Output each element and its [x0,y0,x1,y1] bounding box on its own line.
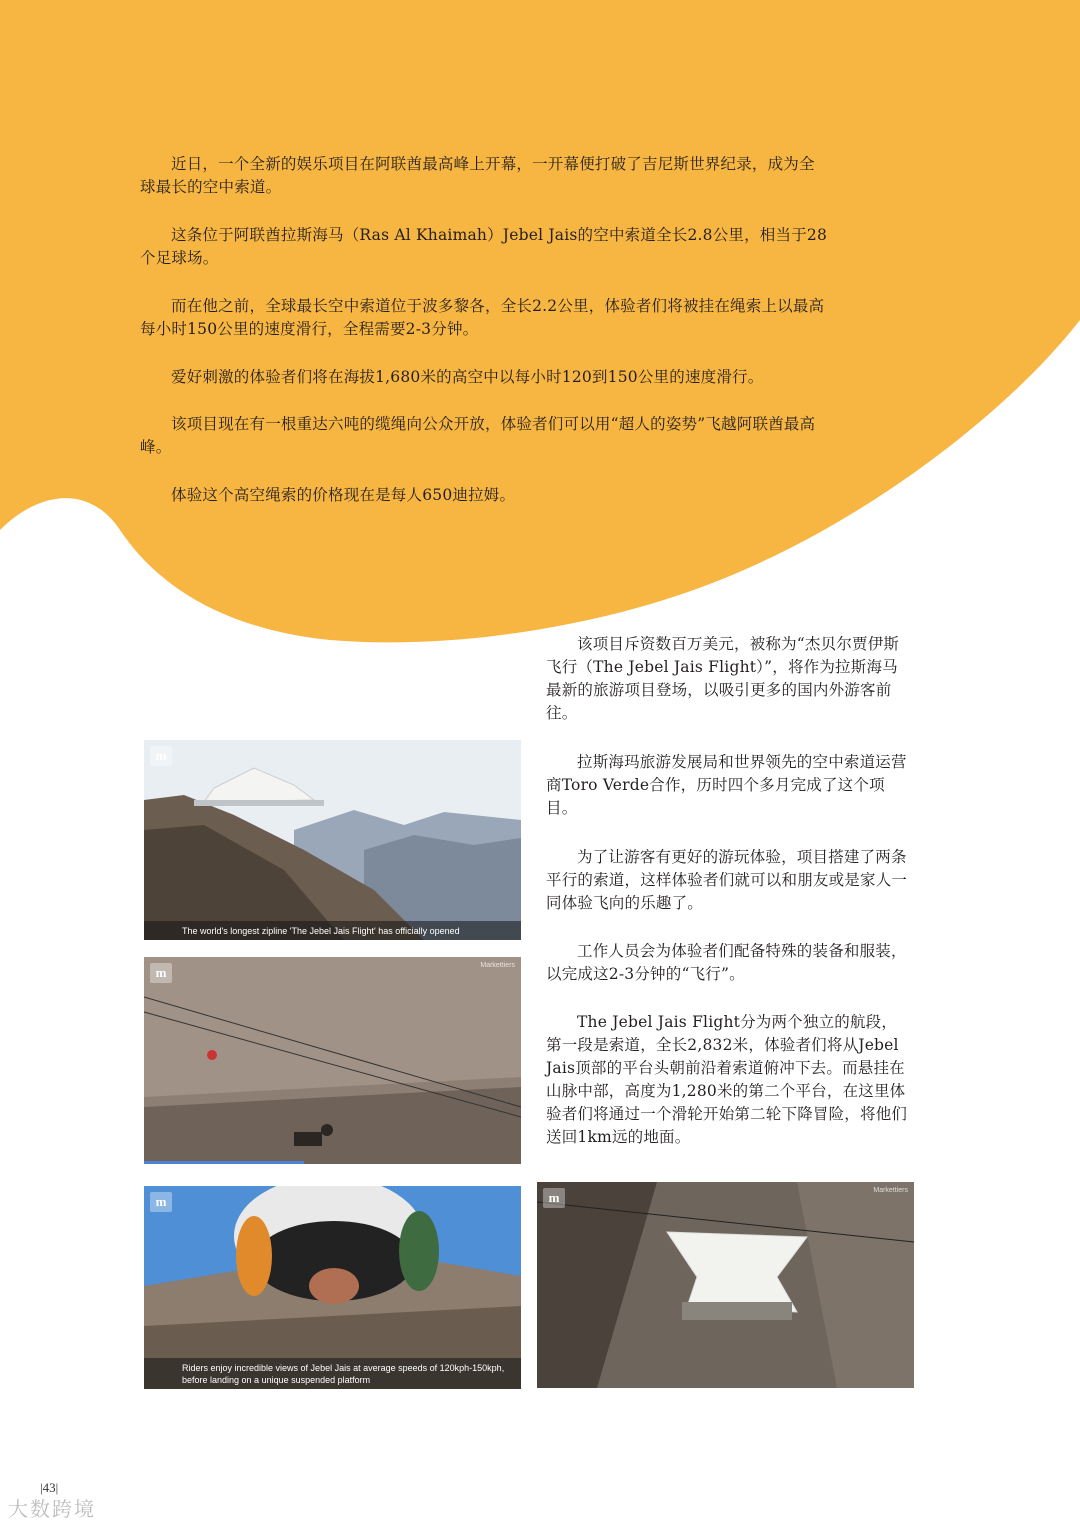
detail-paragraph-2: 拉斯海玛旅游发展局和世界领先的空中索道运营商Toro Verde合作，历时四个多月完成了这个项目。 [546,753,907,817]
intro-paragraph-4: 爱好刺激的体验者们将在海拔1,680米的高空中以每小时120到150公里的速度滑行。 [171,368,764,386]
dailymail-logo: m [543,1188,565,1208]
detail-paragraph-4: 工作人员会为体验者们配备特殊的装备和服装，以完成这2-3分钟的“飞行”。 [546,942,907,983]
photo-credit: Markettiers [873,1187,908,1194]
detail-paragraph-1: 该项目斥资数百万美元，被称为“杰贝尔贾伊斯飞行（The Jebel Jais Flight）”，将作为拉斯海马最新的旅游项目登场，以吸引更多的国内外游客前往。 [546,635,900,722]
photo-credit: Markettiers [480,962,515,969]
intro-paragraph-3: 而在他之前，全球最长空中索道位于波多黎各，全长2.2公里，体验者们将被挂在绳索上以最高每小时150公里的速度滑行，全程需要2-3分钟。 [140,297,825,338]
dailymail-logo: m [150,746,172,766]
photo-aerial-platform [537,1182,914,1388]
intro-paragraph-6: 体验这个高空绳索的价格现在是每人650迪拉姆。 [171,486,516,504]
page-number: |43| [40,1480,59,1495]
photo-caption: Riders enjoy incredible views of Jebel Jais at average speeds of 120kph-150kph, before landing on a unique suspended platform [144,1358,521,1389]
dailymail-logo: m [150,963,172,983]
watermark-logo: 大数跨境 [8,1497,96,1521]
detail-paragraph-5: The Jebel Jais Flight分为两个独立的航段，第一段是索道，全长2,832米，体验者们将从Jebel Jais顶部的平台头朝前沿着索道俯冲下去。而悬挂在山脉中部，高度为1,280米的第二个平台，在这里体验者们将通过一个滑轮开始第二轮下降冒险，将他们送回1km远的地面。 [546,1013,908,1146]
photo-rider-helmet [144,1186,521,1389]
intro-paragraph-1: 近日，一个全新的娱乐项目在阿联酋最高峰上开幕，一开幕便打破了吉尼斯世界纪录，成为全球最长的空中索道。 [140,155,815,196]
intro-paragraph-5: 该项目现在有一根重达六吨的缆绳向公众开放，体验者们可以用“超人的姿势”飞越阿联酋最高峰。 [140,415,816,456]
intro-paragraph-2: 这条位于阿联酋拉斯海马（Ras Al Khaimah）Jebel Jais的空中索道全长2.8公里，相当于28个足球场。 [140,226,828,267]
photo-caption: The world's longest zipline 'The Jebel Jais Flight' has officially opened [144,921,521,940]
detail-paragraph-3: 为了让游客有更好的游玩体验，项目搭建了两条平行的索道，这样体验者们就可以和朋友或是家人一同体验飞向的乐趣了。 [546,848,908,912]
dailymail-logo: m [150,1192,172,1212]
photo-mountain-platform [144,740,521,940]
photo-zipline-goat [144,957,521,1164]
